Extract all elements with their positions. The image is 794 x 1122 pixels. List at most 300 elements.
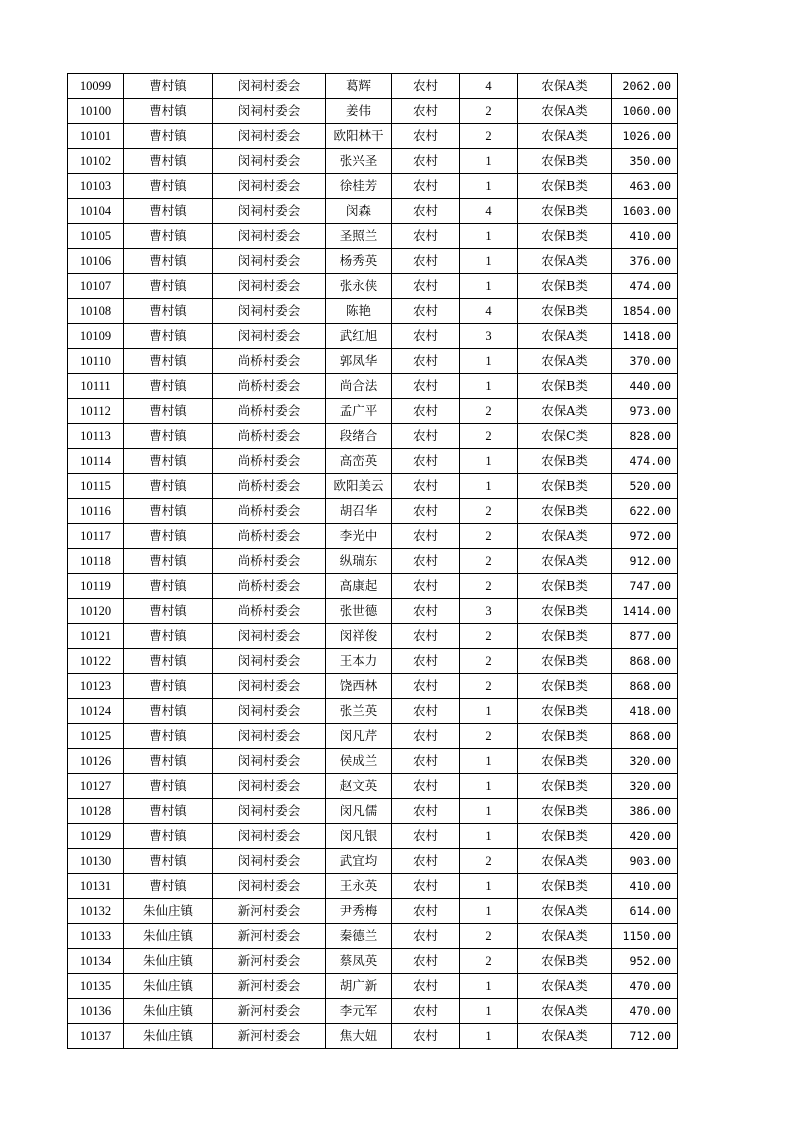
cell-category: 农保A类 [518, 349, 612, 374]
cell-committee: 闵祠村委会 [213, 724, 326, 749]
cell-name: 闵凡银 [326, 824, 392, 849]
cell-count: 2 [460, 724, 518, 749]
cell-committee: 尚桥村委会 [213, 524, 326, 549]
cell-category: 农保B类 [518, 574, 612, 599]
cell-name: 张世德 [326, 599, 392, 624]
cell-amount: 370.00 [612, 349, 678, 374]
cell-name: 李光中 [326, 524, 392, 549]
table-row [68, 924, 678, 949]
cell-town: 曹村镇 [124, 824, 213, 849]
cell-category: 农保A类 [518, 924, 612, 949]
document-page [67, 73, 677, 1049]
cell-committee: 尚桥村委会 [213, 399, 326, 424]
cell-committee: 尚桥村委会 [213, 424, 326, 449]
cell-category: 农保B类 [518, 149, 612, 174]
table-row [68, 299, 678, 324]
cell-area: 农村 [392, 449, 460, 474]
cell-name: 张兰英 [326, 699, 392, 724]
cell-committee: 新河村委会 [213, 924, 326, 949]
cell-id: 10103 [68, 174, 124, 199]
cell-id: 10132 [68, 899, 124, 924]
table-row [68, 849, 678, 874]
cell-town: 朱仙庄镇 [124, 974, 213, 999]
cell-town: 朱仙庄镇 [124, 949, 213, 974]
table-row [68, 199, 678, 224]
cell-area: 农村 [392, 399, 460, 424]
cell-name: 高康起 [326, 574, 392, 599]
cell-town: 曹村镇 [124, 749, 213, 774]
cell-count: 2 [460, 674, 518, 699]
table-body [68, 74, 678, 1049]
table-row [68, 799, 678, 824]
cell-category: 农保A类 [518, 99, 612, 124]
cell-committee: 闵祠村委会 [213, 99, 326, 124]
cell-town: 朱仙庄镇 [124, 999, 213, 1024]
cell-category: 农保B类 [518, 374, 612, 399]
table-row [68, 899, 678, 924]
cell-amount: 520.00 [612, 474, 678, 499]
cell-name: 杨秀英 [326, 249, 392, 274]
cell-id: 10102 [68, 149, 124, 174]
cell-count: 2 [460, 499, 518, 524]
cell-area: 农村 [392, 624, 460, 649]
cell-town: 曹村镇 [124, 374, 213, 399]
cell-town: 曹村镇 [124, 649, 213, 674]
cell-id: 10135 [68, 974, 124, 999]
cell-amount: 2062.00 [612, 74, 678, 99]
cell-committee: 尚桥村委会 [213, 599, 326, 624]
cell-category: 农保B类 [518, 699, 612, 724]
cell-count: 1 [460, 224, 518, 249]
cell-area: 农村 [392, 199, 460, 224]
cell-town: 曹村镇 [124, 124, 213, 149]
subsidy-table [67, 73, 678, 1049]
cell-name: 闵祥俊 [326, 624, 392, 649]
cell-area: 农村 [392, 699, 460, 724]
table-row [68, 974, 678, 999]
cell-category: 农保B类 [518, 949, 612, 974]
cell-town: 曹村镇 [124, 424, 213, 449]
cell-id: 10113 [68, 424, 124, 449]
cell-name: 高峦英 [326, 449, 392, 474]
cell-committee: 闵祠村委会 [213, 624, 326, 649]
cell-name: 葛辉 [326, 74, 392, 99]
cell-committee: 闵祠村委会 [213, 199, 326, 224]
cell-category: 农保C类 [518, 424, 612, 449]
cell-town: 曹村镇 [124, 599, 213, 624]
cell-committee: 尚桥村委会 [213, 374, 326, 399]
cell-count: 2 [460, 624, 518, 649]
cell-town: 曹村镇 [124, 474, 213, 499]
cell-area: 农村 [392, 549, 460, 574]
cell-name: 圣照兰 [326, 224, 392, 249]
table-row [68, 149, 678, 174]
cell-amount: 868.00 [612, 674, 678, 699]
cell-amount: 1414.00 [612, 599, 678, 624]
cell-amount: 1150.00 [612, 924, 678, 949]
cell-id: 10126 [68, 749, 124, 774]
cell-town: 曹村镇 [124, 699, 213, 724]
cell-count: 4 [460, 74, 518, 99]
cell-area: 农村 [392, 774, 460, 799]
cell-town: 曹村镇 [124, 624, 213, 649]
table-row [68, 874, 678, 899]
cell-category: 农保A类 [518, 974, 612, 999]
cell-id: 10110 [68, 349, 124, 374]
cell-category: 农保A类 [518, 324, 612, 349]
cell-count: 1 [460, 349, 518, 374]
table-row [68, 824, 678, 849]
cell-area: 农村 [392, 674, 460, 699]
cell-count: 1 [460, 899, 518, 924]
cell-id: 10105 [68, 224, 124, 249]
cell-area: 农村 [392, 524, 460, 549]
cell-committee: 闵祠村委会 [213, 824, 326, 849]
cell-id: 10106 [68, 249, 124, 274]
cell-id: 10111 [68, 374, 124, 399]
cell-committee: 闵祠村委会 [213, 799, 326, 824]
cell-category: 农保B类 [518, 299, 612, 324]
cell-count: 1 [460, 699, 518, 724]
cell-category: 农保A类 [518, 549, 612, 574]
cell-committee: 新河村委会 [213, 1024, 326, 1049]
table-row [68, 1024, 678, 1049]
cell-name: 闵凡芹 [326, 724, 392, 749]
cell-committee: 闵祠村委会 [213, 74, 326, 99]
cell-id: 10119 [68, 574, 124, 599]
cell-category: 农保A类 [518, 249, 612, 274]
cell-committee: 闵祠村委会 [213, 299, 326, 324]
cell-town: 曹村镇 [124, 199, 213, 224]
cell-town: 曹村镇 [124, 174, 213, 199]
cell-amount: 1603.00 [612, 199, 678, 224]
cell-amount: 470.00 [612, 999, 678, 1024]
cell-amount: 828.00 [612, 424, 678, 449]
cell-area: 农村 [392, 324, 460, 349]
cell-category: 农保B类 [518, 824, 612, 849]
table-row [68, 99, 678, 124]
cell-area: 农村 [392, 274, 460, 299]
table-row [68, 474, 678, 499]
cell-name: 武红旭 [326, 324, 392, 349]
cell-area: 农村 [392, 599, 460, 624]
cell-town: 曹村镇 [124, 224, 213, 249]
cell-town: 曹村镇 [124, 674, 213, 699]
cell-amount: 868.00 [612, 724, 678, 749]
cell-town: 曹村镇 [124, 399, 213, 424]
cell-count: 2 [460, 99, 518, 124]
cell-category: 农保B类 [518, 624, 612, 649]
cell-committee: 尚桥村委会 [213, 549, 326, 574]
cell-count: 3 [460, 599, 518, 624]
cell-area: 农村 [392, 499, 460, 524]
cell-category: 农保A类 [518, 849, 612, 874]
cell-area: 农村 [392, 724, 460, 749]
cell-amount: 912.00 [612, 549, 678, 574]
cell-committee: 新河村委会 [213, 949, 326, 974]
cell-count: 2 [460, 574, 518, 599]
cell-count: 1 [460, 774, 518, 799]
cell-count: 1 [460, 874, 518, 899]
cell-category: 农保A类 [518, 124, 612, 149]
cell-amount: 622.00 [612, 499, 678, 524]
cell-category: 农保B类 [518, 649, 612, 674]
cell-amount: 410.00 [612, 874, 678, 899]
cell-name: 武宜均 [326, 849, 392, 874]
cell-category: 农保A类 [518, 74, 612, 99]
cell-category: 农保A类 [518, 899, 612, 924]
cell-count: 2 [460, 849, 518, 874]
cell-town: 曹村镇 [124, 499, 213, 524]
cell-category: 农保B类 [518, 474, 612, 499]
cell-category: 农保B类 [518, 449, 612, 474]
cell-category: 农保A类 [518, 524, 612, 549]
cell-committee: 闵祠村委会 [213, 174, 326, 199]
cell-amount: 972.00 [612, 524, 678, 549]
cell-area: 农村 [392, 999, 460, 1024]
table-row [68, 674, 678, 699]
cell-amount: 350.00 [612, 149, 678, 174]
cell-category: 农保B类 [518, 674, 612, 699]
cell-count: 4 [460, 299, 518, 324]
cell-count: 1 [460, 374, 518, 399]
cell-amount: 868.00 [612, 649, 678, 674]
cell-committee: 新河村委会 [213, 974, 326, 999]
cell-committee: 尚桥村委会 [213, 449, 326, 474]
cell-amount: 470.00 [612, 974, 678, 999]
cell-id: 10134 [68, 949, 124, 974]
cell-id: 10112 [68, 399, 124, 424]
cell-name: 蔡凤英 [326, 949, 392, 974]
cell-area: 农村 [392, 224, 460, 249]
cell-area: 农村 [392, 1024, 460, 1049]
cell-amount: 903.00 [612, 849, 678, 874]
cell-area: 农村 [392, 574, 460, 599]
cell-area: 农村 [392, 124, 460, 149]
cell-committee: 闵祠村委会 [213, 224, 326, 249]
cell-area: 农村 [392, 874, 460, 899]
cell-town: 曹村镇 [124, 74, 213, 99]
cell-area: 农村 [392, 474, 460, 499]
cell-committee: 闵祠村委会 [213, 674, 326, 699]
cell-amount: 376.00 [612, 249, 678, 274]
cell-count: 2 [460, 124, 518, 149]
cell-count: 2 [460, 424, 518, 449]
cell-committee: 尚桥村委会 [213, 349, 326, 374]
table-row [68, 549, 678, 574]
table-row [68, 949, 678, 974]
cell-town: 曹村镇 [124, 324, 213, 349]
cell-name: 李元军 [326, 999, 392, 1024]
cell-name: 郭凤华 [326, 349, 392, 374]
table-row [68, 999, 678, 1024]
cell-category: 农保B类 [518, 199, 612, 224]
cell-amount: 474.00 [612, 274, 678, 299]
cell-id: 10123 [68, 674, 124, 699]
cell-committee: 闵祠村委会 [213, 274, 326, 299]
cell-name: 赵文英 [326, 774, 392, 799]
cell-id: 10122 [68, 649, 124, 674]
cell-area: 农村 [392, 799, 460, 824]
cell-name: 秦德兰 [326, 924, 392, 949]
cell-area: 农村 [392, 824, 460, 849]
table-row [68, 574, 678, 599]
cell-category: 农保B类 [518, 774, 612, 799]
cell-amount: 1854.00 [612, 299, 678, 324]
cell-area: 农村 [392, 749, 460, 774]
cell-category: 农保B类 [518, 274, 612, 299]
cell-id: 10137 [68, 1024, 124, 1049]
cell-name: 闵凡儒 [326, 799, 392, 824]
cell-name: 张永侠 [326, 274, 392, 299]
cell-amount: 1026.00 [612, 124, 678, 149]
cell-id: 10131 [68, 874, 124, 899]
cell-count: 3 [460, 324, 518, 349]
cell-town: 曹村镇 [124, 774, 213, 799]
cell-town: 曹村镇 [124, 524, 213, 549]
cell-category: 农保A类 [518, 1024, 612, 1049]
cell-count: 2 [460, 524, 518, 549]
cell-amount: 712.00 [612, 1024, 678, 1049]
cell-id: 10130 [68, 849, 124, 874]
cell-area: 农村 [392, 649, 460, 674]
table-row [68, 499, 678, 524]
cell-count: 1 [460, 274, 518, 299]
table-row [68, 374, 678, 399]
cell-name: 王永英 [326, 874, 392, 899]
cell-committee: 闵祠村委会 [213, 124, 326, 149]
cell-name: 焦大妞 [326, 1024, 392, 1049]
cell-name: 饶西林 [326, 674, 392, 699]
cell-count: 1 [460, 974, 518, 999]
table-row [68, 624, 678, 649]
cell-town: 朱仙庄镇 [124, 899, 213, 924]
cell-committee: 闵祠村委会 [213, 149, 326, 174]
cell-amount: 320.00 [612, 749, 678, 774]
cell-count: 1 [460, 824, 518, 849]
cell-area: 农村 [392, 899, 460, 924]
cell-id: 10124 [68, 699, 124, 724]
cell-area: 农村 [392, 249, 460, 274]
cell-id: 10133 [68, 924, 124, 949]
cell-category: 农保A类 [518, 399, 612, 424]
cell-count: 4 [460, 199, 518, 224]
table-row [68, 699, 678, 724]
table-row [68, 174, 678, 199]
cell-town: 曹村镇 [124, 99, 213, 124]
table-row [68, 749, 678, 774]
cell-name: 王本力 [326, 649, 392, 674]
cell-area: 农村 [392, 924, 460, 949]
cell-count: 1 [460, 799, 518, 824]
cell-id: 10104 [68, 199, 124, 224]
cell-town: 曹村镇 [124, 249, 213, 274]
cell-committee: 闵祠村委会 [213, 249, 326, 274]
table-row [68, 724, 678, 749]
cell-id: 10116 [68, 499, 124, 524]
cell-amount: 463.00 [612, 174, 678, 199]
cell-name: 尚合法 [326, 374, 392, 399]
cell-committee: 闵祠村委会 [213, 699, 326, 724]
cell-town: 曹村镇 [124, 274, 213, 299]
cell-id: 10101 [68, 124, 124, 149]
table-row [68, 524, 678, 549]
cell-amount: 1060.00 [612, 99, 678, 124]
cell-area: 农村 [392, 174, 460, 199]
cell-name: 胡广新 [326, 974, 392, 999]
cell-committee: 闵祠村委会 [213, 324, 326, 349]
cell-town: 曹村镇 [124, 799, 213, 824]
cell-committee: 闵祠村委会 [213, 649, 326, 674]
cell-town: 曹村镇 [124, 574, 213, 599]
cell-category: 农保B类 [518, 174, 612, 199]
cell-area: 农村 [392, 349, 460, 374]
cell-name: 姜伟 [326, 99, 392, 124]
cell-count: 1 [460, 749, 518, 774]
cell-name: 徐桂芳 [326, 174, 392, 199]
cell-category: 农保A类 [518, 999, 612, 1024]
cell-category: 农保B类 [518, 799, 612, 824]
cell-town: 曹村镇 [124, 149, 213, 174]
cell-count: 1 [460, 474, 518, 499]
table-row [68, 349, 678, 374]
cell-id: 10125 [68, 724, 124, 749]
cell-amount: 614.00 [612, 899, 678, 924]
cell-committee: 闵祠村委会 [213, 849, 326, 874]
cell-id: 10136 [68, 999, 124, 1024]
table-row [68, 324, 678, 349]
cell-category: 农保B类 [518, 599, 612, 624]
cell-id: 10108 [68, 299, 124, 324]
cell-committee: 新河村委会 [213, 999, 326, 1024]
cell-area: 农村 [392, 299, 460, 324]
cell-amount: 320.00 [612, 774, 678, 799]
table-row [68, 249, 678, 274]
table-row [68, 124, 678, 149]
cell-committee: 尚桥村委会 [213, 574, 326, 599]
cell-area: 农村 [392, 849, 460, 874]
cell-id: 10100 [68, 99, 124, 124]
table-row [68, 599, 678, 624]
cell-town: 曹村镇 [124, 349, 213, 374]
cell-amount: 747.00 [612, 574, 678, 599]
cell-count: 1 [460, 174, 518, 199]
cell-id: 10109 [68, 324, 124, 349]
cell-committee: 闵祠村委会 [213, 774, 326, 799]
cell-count: 2 [460, 399, 518, 424]
cell-count: 2 [460, 924, 518, 949]
cell-id: 10115 [68, 474, 124, 499]
cell-category: 农保B类 [518, 724, 612, 749]
cell-committee: 新河村委会 [213, 899, 326, 924]
table-row [68, 399, 678, 424]
cell-id: 10120 [68, 599, 124, 624]
cell-town: 曹村镇 [124, 874, 213, 899]
cell-name: 欧阳林干 [326, 124, 392, 149]
cell-id: 10121 [68, 624, 124, 649]
cell-category: 农保B类 [518, 499, 612, 524]
cell-name: 陈艳 [326, 299, 392, 324]
cell-town: 朱仙庄镇 [124, 924, 213, 949]
cell-amount: 420.00 [612, 824, 678, 849]
cell-town: 曹村镇 [124, 724, 213, 749]
cell-name: 侯成兰 [326, 749, 392, 774]
cell-id: 10128 [68, 799, 124, 824]
cell-name: 张兴圣 [326, 149, 392, 174]
cell-count: 2 [460, 549, 518, 574]
cell-amount: 474.00 [612, 449, 678, 474]
cell-id: 10099 [68, 74, 124, 99]
